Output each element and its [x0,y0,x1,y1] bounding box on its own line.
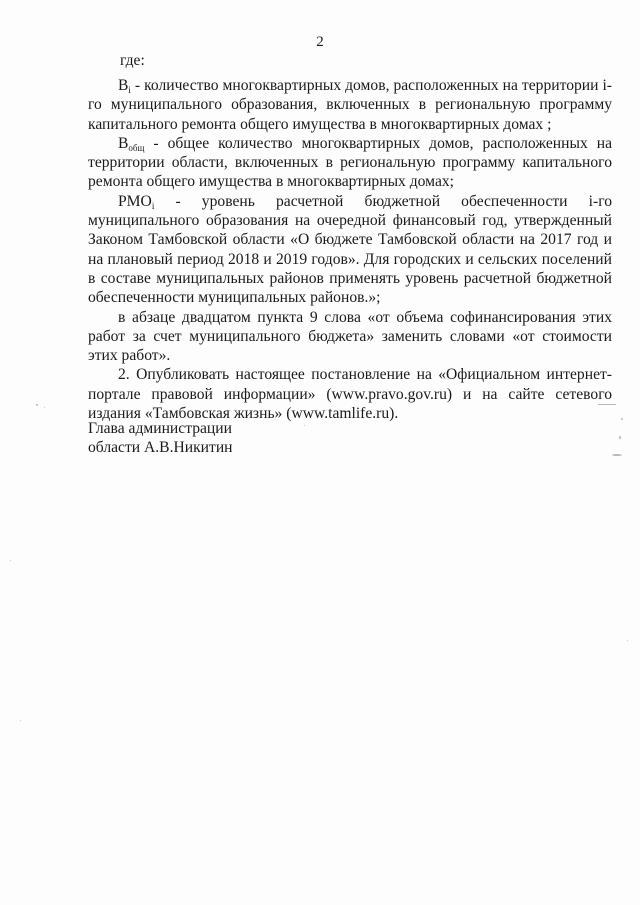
page-number: 2 [316,34,324,50]
signature-name: области А.В.Никитин [88,439,233,456]
symbol-b: В [118,77,129,94]
signature-block [88,419,233,457]
symbol-rmo: РМО [118,192,152,210]
scan-speck [36,404,38,406]
symbol-b: В [118,134,129,152]
definition-b-total [88,134,612,192]
definition-rmo-i-text: - уровень расчетной бюджетной обеспеченности i-го муниципального образования на очередной финансовый год, утвержденный Законом Тамбовской области «О бюджете Тамбовской области на 2017 год и на плановый период 2018 и 2019 годов». Для городских и сельских поселений в составе муниципальных районов применять уровень расчетной бюджетной обеспеченности муниципальных районов.»; [88,192,612,307]
subscript-total: общ [128,142,145,153]
definition-b-i [88,76,612,134]
definition-rmo-i [88,192,612,308]
publish-paragraph: 2. Опубликовать настоящее постановление на «Официальном интернет-портале правовой информации» (www.pravo.gov.ru) и на сайте сетевого издания «Тамбовская жизнь» (www.tamlife.ru). [88,366,612,423]
signature-title: Глава администрации [88,420,232,437]
definitions-block [88,76,612,423]
intro-text: где: [120,52,145,69]
scan-speck [44,407,45,408]
subscript-i: i [128,85,131,95]
scan-speck [598,404,616,405]
scan-speck [20,720,21,721]
definition-b-i-text: - количество многоквартирных домов, расположенных на территории i-го муниципального образования, включенных в региональную программу капитального ремонта общего имущества в многоквартирных домах ; [88,77,612,133]
amendment-paragraph: в абзаце двадцатом пункта 9 слова «от объема софинансирования этих работ за счет муниципального бюджета» заменить словами «от стоимости этих работ». [88,308,612,365]
scan-speck [619,436,621,439]
scan-speck [10,560,11,561]
scan-speck [621,418,623,420]
subscript-i: i [151,200,155,211]
scan-speck [612,454,622,456]
definition-b-total-text: - общее количество многоквартирных домов, расположенных на территории области, включенных в региональную программу капитального ремонта общего имущества в многоквартирных домах; [88,134,612,191]
scan-speck [304,425,305,426]
scan-speck [627,640,628,641]
